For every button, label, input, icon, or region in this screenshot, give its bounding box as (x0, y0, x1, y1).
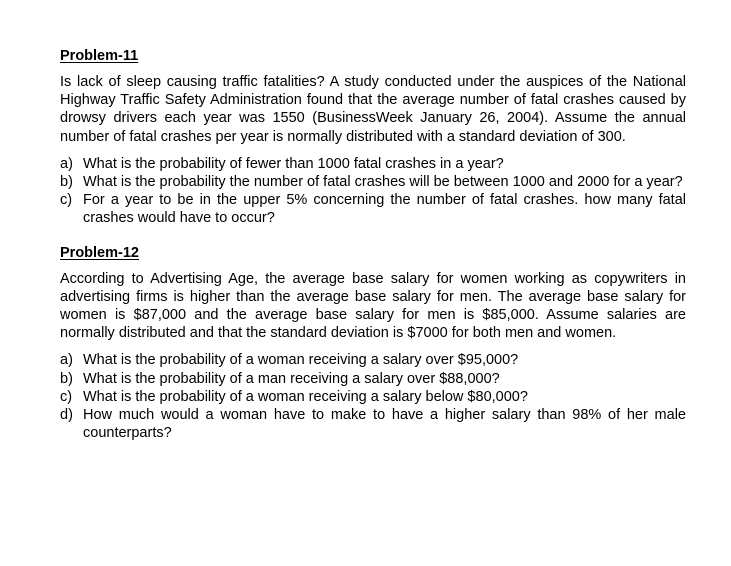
question-text: What is the probability the number of fatal crashes will be between 1000 and 2000 for a year? (83, 174, 683, 191)
problem-11-heading: Problem-11 (60, 48, 139, 64)
question-text: For a year to be in the upper 5% concerning the number of fatal crashes. how many fatal crashes would have to occur? (83, 192, 686, 227)
question-item (60, 388, 686, 406)
document-page (60, 48, 686, 442)
question-marker: a) (60, 352, 73, 369)
question-marker: d) (60, 407, 73, 424)
problem-11-paragraph: Is lack of sleep causing traffic fatalities? A study conducted under the auspices of the National Highway Traffic Safety Administration found that the average number of fatal crashes caused by drowsy drivers each year was 1550 (BusinessWeek January 26, 2004). Assume the annual number of fatal crashes per year is normally distributed with a standard deviation of 300. (60, 74, 686, 145)
problem-12-heading: Problem-12 (60, 244, 139, 261)
question-item (60, 351, 686, 369)
problem-12-questions (60, 351, 686, 442)
problem-11-questions (60, 155, 686, 228)
problem-12-paragraph: According to Advertising Age, the average base salary for women working as copywriters in advertising firms is higher than the average base salary for men. The average base salary for women is $87,000 and the average base salary for men is $85,000. Assume salaries are normally distributed and that the standard deviation is $7000 for both men and women. (60, 270, 686, 342)
question-marker: b) (60, 174, 73, 191)
question-marker: b) (60, 370, 73, 387)
problem-11-section (60, 48, 686, 228)
question-item (60, 406, 686, 442)
question-text: What is the probability of a man receiving a salary over $88,000? (83, 370, 500, 387)
problem-12-section (60, 245, 686, 443)
question-text: What is the probability of a woman receiving a salary over $95,000? (83, 352, 519, 369)
question-item (60, 191, 686, 227)
question-item (60, 173, 686, 191)
question-marker: a) (60, 155, 73, 172)
question-marker: c) (60, 192, 73, 209)
question-marker: c) (60, 388, 73, 405)
question-text: What is the probability of a woman receiving a salary below $80,000? (83, 388, 528, 405)
question-item (60, 370, 686, 388)
question-text: How much would a woman have to make to have a higher salary than 98% of her male counterparts? (83, 407, 686, 442)
question-text: What is the probability of fewer than 1000 fatal crashes in a year? (83, 155, 504, 172)
question-item (60, 155, 686, 173)
